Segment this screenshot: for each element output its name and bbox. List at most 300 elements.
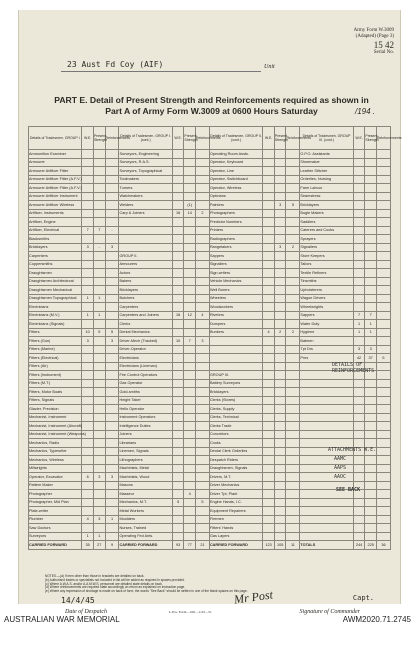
strength-value: [365, 184, 377, 193]
trade-label: Mechanist, Instrument (Weapons): [29, 430, 82, 439]
strength-value: [184, 379, 196, 388]
strength-value: 1: [353, 320, 365, 329]
strength-value: [353, 218, 365, 227]
strength-value: [365, 286, 377, 295]
trade-label: Rangetakers: [209, 243, 262, 252]
trade-label: Hello Operator: [119, 405, 172, 414]
trade-label: Textile Refiners: [300, 269, 353, 278]
strength-value: [263, 201, 275, 210]
column-header: W.E.: [172, 127, 184, 150]
strength-value: [196, 345, 210, 354]
trade-label: Mechanics, Wireless: [29, 456, 82, 465]
strength-value: [263, 515, 275, 524]
trade-label: Battery Surveyors: [209, 379, 262, 388]
trade-label: Equipment Repairers: [209, 507, 262, 516]
strength-value: [82, 405, 94, 414]
trade-label: Tinsmiths: [300, 277, 353, 286]
strength-value: [286, 379, 300, 388]
strength-value: [184, 175, 196, 184]
trade-label: Machinists, Metal: [119, 464, 172, 473]
strength-value: [274, 515, 286, 524]
strength-value: [105, 456, 119, 465]
trade-label: Millwrights: [29, 464, 82, 473]
strength-value: 3: [274, 243, 286, 252]
trade-label: Fire Control Operators: [119, 371, 172, 380]
strength-value: [365, 532, 377, 541]
trade-label: Surveyors, R.A.S.: [119, 158, 172, 167]
trade-label: Fitters (Gun): [29, 337, 82, 346]
strength-value: [184, 150, 196, 159]
strength-value: [274, 413, 286, 422]
strength-value: 4: [263, 328, 275, 337]
trade-label: Mechanics, Typewriter: [29, 447, 82, 456]
table-row: [29, 515, 391, 524]
strength-value: [274, 379, 286, 388]
strength-value: [82, 320, 94, 329]
strength-value: [196, 235, 210, 244]
strength-value: [82, 184, 94, 193]
strength-value: [286, 226, 300, 235]
strength-value: [263, 243, 275, 252]
strength-value: [286, 260, 300, 269]
strength-value: [82, 252, 94, 261]
trade-label: Opticians: [209, 192, 262, 201]
table-row: [29, 184, 391, 193]
strength-value: [365, 175, 377, 184]
strength-value: [172, 235, 184, 244]
strength-value: 7: [353, 311, 365, 320]
strength-value: [184, 532, 196, 541]
strength-value: [365, 277, 377, 286]
strength-value: [82, 507, 94, 516]
strength-value: [263, 464, 275, 473]
strength-value: [274, 320, 286, 329]
strength-value: [196, 507, 210, 516]
trade-label: [300, 405, 353, 414]
trade-label: Operator, Switchboard: [209, 175, 262, 184]
strength-value: [184, 507, 196, 516]
strength-value: [286, 167, 300, 176]
strength-value: [105, 396, 119, 405]
strength-value: [286, 286, 300, 295]
strength-value: [172, 184, 184, 193]
strength-value: [376, 320, 390, 329]
strength-value: [286, 447, 300, 456]
column-header: Reinforcements: [376, 127, 390, 150]
trade-label: Cooks: [209, 439, 262, 448]
strength-value: [184, 447, 196, 456]
strength-value: [196, 422, 210, 431]
trade-label: Lithographers: [119, 456, 172, 465]
trade-label: Operator, Line: [209, 167, 262, 176]
strength-value: [82, 167, 94, 176]
strength-value: [105, 192, 119, 201]
trade-label: Firemen: [209, 515, 262, 524]
strength-value: 3: [93, 473, 105, 482]
stamp-aamc: AAMC: [334, 456, 347, 462]
strength-value: [93, 464, 105, 473]
strength-value: [376, 498, 390, 507]
strength-value: [105, 303, 119, 312]
trade-label: Operator, Excavator: [29, 473, 82, 482]
strength-value: [353, 150, 365, 159]
strength-value: [105, 532, 119, 541]
strength-value: [353, 405, 365, 414]
strength-value: [184, 430, 196, 439]
strength-value: [184, 269, 196, 278]
strength-value: [353, 294, 365, 303]
trade-label: [300, 430, 353, 439]
strength-value: [376, 507, 390, 516]
strength-value: [172, 532, 184, 541]
strength-value: 3: [82, 337, 94, 346]
strength-value: [93, 405, 105, 414]
trade-label: Blacksmiths: [29, 235, 82, 244]
strength-value: [196, 388, 210, 397]
strength-value: [82, 413, 94, 422]
strength-value: [263, 158, 275, 167]
strength-value: 16: [172, 209, 184, 218]
strength-value: [184, 277, 196, 286]
strength-value: [376, 388, 390, 397]
strength-value: [286, 515, 300, 524]
strength-value: [263, 524, 275, 533]
strength-value: [376, 269, 390, 278]
strength-value: 93: [172, 541, 184, 550]
table-row: [29, 532, 391, 541]
strength-table: [28, 126, 402, 550]
strength-value: [353, 379, 365, 388]
strength-value: [184, 456, 196, 465]
signature-label: Signature of Commander: [299, 609, 360, 615]
column-header: Reinforcements: [196, 127, 210, 150]
strength-value: [263, 303, 275, 312]
strength-value: [172, 371, 184, 380]
strength-value: [172, 260, 184, 269]
strength-value: [172, 413, 184, 422]
strength-value: [184, 184, 196, 193]
strength-value: 225: [365, 541, 377, 550]
trade-label: Tpt Drs: [300, 345, 353, 354]
strength-value: [365, 413, 377, 422]
trade-label: [300, 439, 353, 448]
strength-value: [376, 413, 390, 422]
strength-value: [196, 277, 210, 286]
strength-value: [196, 456, 210, 465]
trade-label: Ammunition Examiner: [29, 150, 82, 159]
trade-label: Mechanics, Radio: [29, 439, 82, 448]
despatch-date-label: Date of Despatch: [65, 609, 107, 615]
strength-value: [196, 473, 210, 482]
trade-label: Electricians (Lineman): [119, 362, 172, 371]
trade-label: Seamstress: [300, 192, 353, 201]
trade-label: Height Taker: [119, 396, 172, 405]
trade-label: Mechanist, Instrument: [29, 413, 82, 422]
table-row: [29, 396, 391, 405]
strength-value: [263, 277, 275, 286]
trade-label: Shoemaker: [300, 158, 353, 167]
strength-value: [274, 362, 286, 371]
strength-value: [376, 396, 390, 405]
trade-label: Carpenters and Joiners: [119, 311, 172, 320]
strength-value: 36: [376, 541, 390, 550]
strength-value: [263, 405, 275, 414]
strength-value: [274, 405, 286, 414]
strength-value: [263, 209, 275, 218]
strength-value: 37: [365, 354, 377, 363]
strength-value: [353, 184, 365, 193]
strength-value: [274, 303, 286, 312]
strength-value: [82, 354, 94, 363]
trade-label: Well Borers: [209, 286, 262, 295]
strength-value: [353, 430, 365, 439]
strength-value: [263, 354, 275, 363]
trade-label: [209, 345, 262, 354]
trade-label: Clerks: [119, 320, 172, 329]
trade-label: Butchers: [119, 294, 172, 303]
strength-value: [172, 388, 184, 397]
strength-value: [184, 167, 196, 176]
table-row: [29, 320, 391, 329]
trade-label: [119, 235, 172, 244]
unit-value: 23 Aust Fd Coy (AIF): [67, 60, 164, 69]
strength-value: [286, 507, 300, 516]
strength-value: 3: [105, 473, 119, 482]
strength-value: [93, 498, 105, 507]
table-header-row: [29, 127, 391, 150]
trade-label: Surveyors, Engineering: [119, 150, 172, 159]
form-number: 15 42: [373, 40, 394, 50]
trade-label: [300, 413, 353, 422]
strength-value: [93, 345, 105, 354]
unit-label: Unit: [264, 64, 275, 70]
trade-label: Photographer: [29, 490, 82, 499]
strength-value: [263, 226, 275, 235]
strength-value: [274, 345, 286, 354]
stamp-details-of: DETAILS OF REINFORCEMENTS: [332, 362, 375, 374]
strength-value: [93, 252, 105, 261]
strength-value: [263, 396, 275, 405]
trade-label: Surveyors, Topographical: [119, 167, 172, 176]
strength-value: [376, 481, 390, 490]
strength-value: [82, 481, 94, 490]
trade-label: [300, 396, 353, 405]
strength-value: [105, 481, 119, 490]
strength-value: [105, 277, 119, 286]
form-name: Army Form W.3009: [353, 28, 394, 33]
trade-label: [300, 388, 353, 397]
strength-value: [82, 209, 94, 218]
strength-value: [274, 167, 286, 176]
title-line-1: PART E. Detail of Present Strength and Reinforcements required as shown in: [54, 95, 369, 105]
table-row: [29, 439, 391, 448]
trade-label: Electricians (M.V.): [29, 311, 82, 320]
strength-value: [172, 286, 184, 295]
strength-value: [376, 490, 390, 499]
strength-value: [376, 158, 390, 167]
strength-value: [93, 201, 105, 210]
strength-value: [172, 320, 184, 329]
serial-label: Serial No.: [373, 50, 394, 55]
strength-value: [196, 243, 210, 252]
strength-value: [274, 286, 286, 295]
strength-value: [286, 430, 300, 439]
strength-value: [353, 260, 365, 269]
strength-value: [93, 456, 105, 465]
strength-value: [82, 379, 94, 388]
strength-value: [353, 226, 365, 235]
strength-value: [105, 175, 119, 184]
strength-value: [263, 371, 275, 380]
strength-value: [184, 464, 196, 473]
trade-label: Orderlies, Nursing: [300, 175, 353, 184]
strength-value: 5: [105, 328, 119, 337]
strength-value: 10: [82, 328, 94, 337]
strength-value: 2: [286, 328, 300, 337]
table-row: [29, 507, 391, 516]
trade-label: Carp & Joiners: [119, 209, 172, 218]
strength-value: [184, 286, 196, 295]
table-row: [29, 541, 391, 550]
strength-value: 3: [353, 345, 365, 354]
strength-value: [93, 388, 105, 397]
strength-value: [184, 252, 196, 261]
strength-value: [82, 175, 94, 184]
strength-value: [286, 413, 300, 422]
strength-value: [263, 235, 275, 244]
strength-value: [274, 498, 286, 507]
strength-value: [353, 158, 365, 167]
strength-value: [263, 532, 275, 541]
strength-value: [274, 490, 286, 499]
trade-label: Vehicle Mechanics: [209, 277, 262, 286]
stamp-attachments: ATTACHMENTS W.E.: [328, 447, 377, 453]
trade-label: Fitters' Hands: [209, 524, 262, 533]
strength-value: 27: [93, 541, 105, 550]
trade-label: Armourers: [119, 260, 172, 269]
strength-value: [82, 277, 94, 286]
strength-value: (1): [184, 201, 196, 210]
strength-value: [105, 498, 119, 507]
strength-value: 3: [274, 201, 286, 210]
strength-value: [196, 184, 210, 193]
trade-label: Fitters: [29, 328, 82, 337]
strength-value: [82, 498, 94, 507]
strength-value: [105, 464, 119, 473]
strength-value: [184, 481, 196, 490]
strength-value: 244: [353, 541, 365, 550]
strength-value: 16: [172, 311, 184, 320]
column-header: W.E.: [263, 127, 275, 150]
trade-label: Dental Mechanics: [119, 328, 172, 337]
strength-value: [286, 277, 300, 286]
strength-value: [105, 158, 119, 167]
strength-value: [93, 209, 105, 218]
strength-value: [353, 515, 365, 524]
strength-value: [184, 235, 196, 244]
trade-label: Toolmakers: [119, 175, 172, 184]
strength-value: [93, 269, 105, 278]
strength-value: [263, 430, 275, 439]
strength-value: 11: [286, 541, 300, 550]
strength-value: 2: [274, 328, 286, 337]
strength-value: [105, 167, 119, 176]
strength-value: [184, 498, 196, 507]
strength-value: [196, 481, 210, 490]
strength-value: [93, 413, 105, 422]
strength-value: [263, 507, 275, 516]
strength-value: [274, 532, 286, 541]
trade-label: Instrument Operators: [119, 413, 172, 422]
strength-value: [105, 388, 119, 397]
trade-label: CARRIED FORWARD: [29, 541, 82, 550]
strength-value: [376, 379, 390, 388]
strength-value: [353, 201, 365, 210]
trade-label: Coppersmiths: [29, 260, 82, 269]
trade-label: Joiners: [119, 430, 172, 439]
strength-value: [263, 473, 275, 482]
strength-value: [172, 303, 184, 312]
strength-value: [105, 413, 119, 422]
strength-value: [263, 337, 275, 346]
trade-label: Leather Stitcher: [300, 167, 353, 176]
strength-value: [263, 379, 275, 388]
strength-value: [365, 396, 377, 405]
strength-value: [105, 269, 119, 278]
strength-value: [263, 269, 275, 278]
strength-value: [376, 209, 390, 218]
trade-label: Batmen: [300, 337, 353, 346]
trade-label: Saddlers: [300, 218, 353, 227]
credit-institution: AUSTRALIAN WAR MEMORIAL: [4, 615, 120, 624]
strength-value: 3: [93, 515, 105, 524]
strength-value: [365, 524, 377, 533]
strength-value: [196, 320, 210, 329]
trade-label: Gas Layers: [209, 532, 262, 541]
strength-value: [93, 277, 105, 286]
strength-value: 14: [184, 209, 196, 218]
strength-value: [365, 209, 377, 218]
strength-value: [184, 422, 196, 431]
strength-value: [82, 260, 94, 269]
trade-label: Printers: [209, 226, 262, 235]
strength-value: 2: [286, 243, 300, 252]
strength-value: [172, 277, 184, 286]
table-row: [29, 498, 391, 507]
strength-value: [263, 218, 275, 227]
trade-label: Electricians (Signals): [29, 320, 82, 329]
strength-value: [274, 184, 286, 193]
trade-label: Linemen, Signals: [119, 447, 172, 456]
trade-label: [300, 422, 353, 431]
trade-label: Signallers: [300, 243, 353, 252]
strength-value: [274, 430, 286, 439]
strength-value: [172, 396, 184, 405]
table-row: [29, 345, 391, 354]
strength-value: [263, 481, 275, 490]
strength-value: [184, 396, 196, 405]
trade-label: Drivers, M.T.: [209, 473, 262, 482]
trade-label: Artificer, Engine: [29, 218, 82, 227]
strength-value: 10: [172, 337, 184, 346]
strength-value: 7: [184, 337, 196, 346]
trade-label: Watchmakers: [119, 192, 172, 201]
table-row: [29, 379, 391, 388]
strength-value: [184, 405, 196, 414]
strength-value: [376, 303, 390, 312]
strength-value: [274, 388, 286, 397]
strength-value: 7: [365, 311, 377, 320]
